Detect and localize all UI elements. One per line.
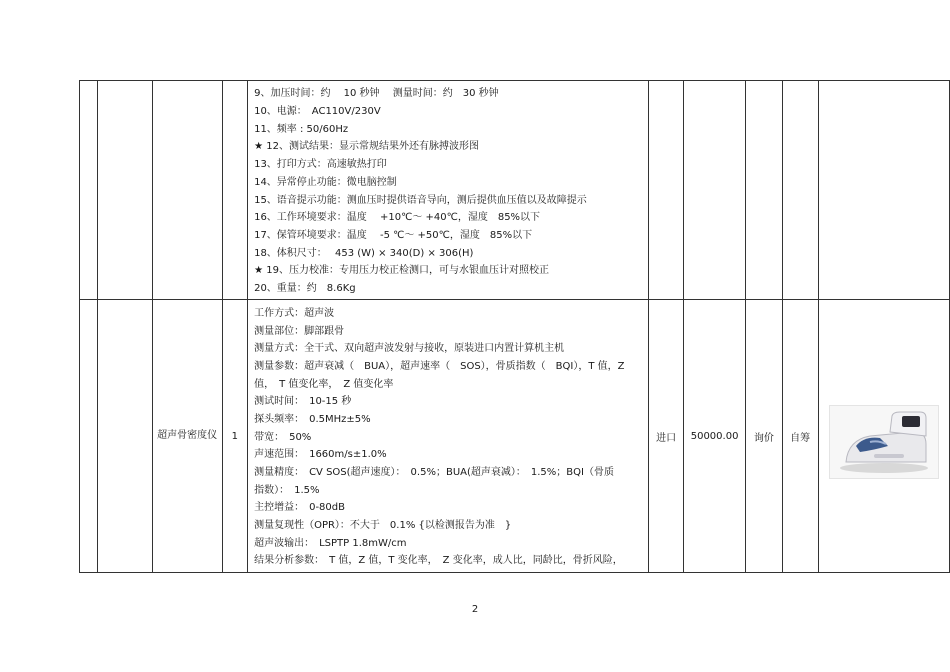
device-photo (829, 405, 939, 479)
cell-category (97, 81, 152, 300)
spec-lines (248, 302, 648, 570)
spec-line: 13、打印方式：高速敏热打印 (254, 159, 387, 171)
cell-category (97, 300, 152, 573)
spec-line: 测量部位：脚部跟骨 (254, 325, 345, 337)
table-row-blood-pressure-continued (80, 81, 950, 300)
spec-lines (248, 82, 648, 297)
spec-line: 测量参数：超声衰减（ BUA），超声速率（ SOS），骨质指数（ BQI），T 值，Z (254, 360, 625, 372)
cell-image (818, 81, 949, 300)
spec-line: 18、体积尺寸： 453 (W) × 340(D) × 306(H) (254, 247, 474, 259)
spec-line: 工作方式：超声波 (254, 307, 335, 319)
cell-price: 50000.00 (683, 300, 745, 573)
cell-spec (248, 81, 649, 300)
spec-line: 测量方式：全干式、双向超声波发射与接收，原装进口内置计算机主机 (254, 343, 565, 355)
spec-line: 15、语音提示功能：测血压时提供语音导向，测后提供血压值以及故障提示 (254, 194, 587, 206)
cell-index (80, 81, 98, 300)
spec-line: 11、频率 : 50/60Hz (254, 123, 349, 135)
spec-line: 值， T 值变化率， Z 值变化率 (254, 378, 394, 390)
spec-line: ★ 12、测试结果：显示常规结果外还有脉搏波形图 (254, 141, 479, 153)
cell-name: 超声骨密度仪 (152, 300, 222, 573)
spec-line: 14、异常停止功能：微电脑控制 (254, 176, 397, 188)
spec-line: 指数）： 1.5% (254, 484, 320, 496)
spec-line: 10、电源： AC110V/230V (254, 106, 381, 118)
spec-line: 测量精度： CV SOS(超声速度）： 0.5%；BUA(超声衰减）： 1.5%；BQI（骨质 (254, 467, 614, 479)
bone-densitometer-icon (830, 406, 938, 478)
cell-name (152, 81, 222, 300)
spec-line: 测量复现性（OPR）：不大于 0.1% {以检测报告为准 } (254, 520, 512, 532)
spec-table (79, 80, 950, 573)
cell-source (782, 81, 818, 300)
spec-line: 主控增益： 0-80dB (254, 502, 345, 514)
cell-source: 自筹 (782, 300, 818, 573)
cell-index (80, 300, 98, 573)
cell-origin (649, 81, 684, 300)
table-row-bone-densitometer (80, 300, 950, 573)
cell-quantity: 1 (222, 300, 248, 573)
cell-quantity (222, 81, 248, 300)
cell-origin: 进口 (649, 300, 684, 573)
spec-line: 超声波输出： LSPTP 1.8mW/cm (254, 537, 407, 549)
spec-line: 测试时间： 10-15 秒 (254, 396, 352, 408)
cell-spec (248, 300, 649, 573)
spec-line: 探头频率： 0.5MHz±5% (254, 413, 371, 425)
page-number: 2 (471, 604, 479, 615)
cell-method (746, 81, 782, 300)
spec-line: 16、工作环境要求：温度 +10℃～ +40℃，湿度 85%以下 (254, 212, 541, 224)
cell-image (818, 300, 949, 573)
cell-price (683, 81, 745, 300)
spec-line: 17、保管环境要求：温度 -5 ℃～ +50℃，湿度 85%以下 (254, 229, 533, 241)
spec-line: 结果分析参数： T 值，Z 值，T 变化率， Z 变化率，成人比，同龄比，骨折风险， (254, 555, 623, 567)
spec-line: 20、重量：约 8.6Kg (254, 282, 356, 294)
spec-line: 声速范围： 1660m/s±1.0% (254, 449, 387, 461)
spec-line: 带宽： 50% (254, 431, 312, 443)
cell-method: 询价 (746, 300, 782, 573)
spec-line: ★ 19、压力校准：专用压力校正检测口，可与水银血压计对照校正 (254, 265, 549, 277)
spec-line: 9、加压时间：约 10 秒钟 测量时间：约 30 秒钟 (254, 88, 499, 100)
